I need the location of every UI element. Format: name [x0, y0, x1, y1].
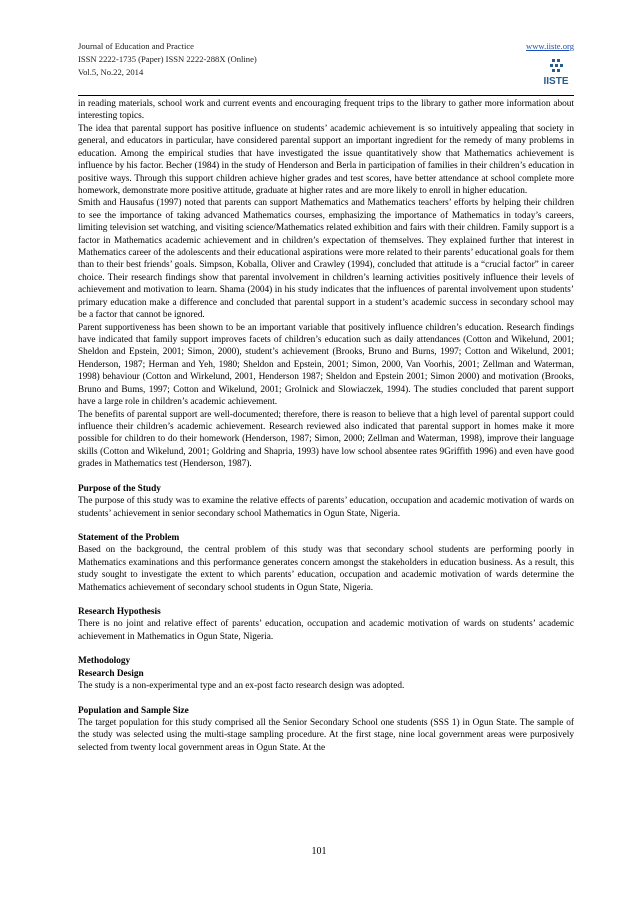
page-header	[78, 40, 574, 98]
paragraph-parental-support: The idea that parental support has positive influence on students’ academic achievement is so intuitively appealing that society in general, and educators in particular, have considered parental support an important ingredient for the remedy of many problems in education. Among the empirical studies that have investigated the issue quantitatively show that Mathematics achievement is influence by his factor. Becher (1984) in the study of Henderson and Berla in participation of families in their children’s education in positive ways. Through this support children achieve higher grades and test scores, have better attendance at school complete more homework, demonstrate more positive attitude, graduate at higher rates and are more likely to enroll in higher education.	[78, 123, 574, 196]
paragraph-benefits: The benefits of parental support are well-documented; therefore, there is reason to believe that a high level of parental support could influence their children’s academic achievement. Research reviewed also indicated that parental support in homes make it more possible for children to do their homework (Henderson, 1987; Simon, 2000; Zellman and Waterman, 1998), improve their language skills (Cotton and Wikelund, 2001; Goldring and Shapria, 1993) have low school absentee rates 9Griffith 1996) and even have good grades in Mathematics test (Henderson, 1987).	[78, 409, 574, 470]
journal-name: Journal of Education and Practice	[78, 41, 194, 51]
heading-problem: Statement of the Problem	[78, 532, 180, 543]
paragraph-hypothesis: There is no joint and relative effect of parents’ education, occupation and academic motivation of wards on students’ academic achievement in Mathematics in Ogun State, Nigeria.	[78, 619, 574, 642]
header-divider	[78, 95, 574, 96]
heading-hypothesis: Research Hypothesis	[78, 607, 161, 618]
logo-text: IISTE	[543, 76, 569, 87]
heading-purpose: Purpose of the Study	[78, 483, 161, 494]
paragraph-population: The target population for this study comprised all the Senior Secondary School one students (SSS 1) in Ogun State. The sample of the study was selected using the multi-stage sampling procedure. At the first stage, nine local government areas were purposively selected from twenty local government areas in Ogun State. At the	[78, 717, 574, 753]
volume-line: Vol.5, No.22, 2014	[78, 67, 144, 77]
paragraph-problem: Based on the background, the central problem of this study was that secondary school students are performing poorly in Mathematics examinations and this performance generates concern amongst the stakeholders in education business. As a result, this study sought to investigate the extent to which parents’ education, occupation and academic motivation of wards determine the Mathematics achievement of secondary school students in Ogun State, Nigeria.	[78, 545, 574, 593]
page-number: 101	[311, 846, 327, 857]
article-body	[78, 98, 574, 754]
heading-methodology: Methodology	[78, 656, 131, 667]
paragraph-purpose: The purpose of this study was to examine the relative effects of parents’ education, occupation and academic motivation of wards on students’ achievement in senior secondary school Mathematics in Ogun State, Nigeria.	[78, 496, 574, 519]
paragraph-smith-hausafus: Smith and Hausafus (1997) noted that parents can support Mathematics and Mathematics teachers’ efforts by helping their children to see the importance of taking advanced Mathematics courses, emphasizing the importance of Mathematics in today’s careers, limiting television set watching, and visiting science/Mathematics related exhibition and fairs with their children. Family support is a factor in Mathematics academic achievement and in children’s expectation of themselves. They explained further that interest in Mathematics career of the adolescents and their educational aspirations were more related to their parents’ educational goals for them than to their best friends’ goals. Simpson, Koballa, Oliver and Crawley (1994), concluded that attitude is a “crucial factor” in career choice. Their research findings show that parental involvement in children’s learning activities positively influence their levels of achievement and motivation to learn. Shama (2004) in his study indicates that the influences of parental involvement upon students’ primary education make a difference and concluded that parental support in a student’s academic success in secondary school may be a factor that cannot be ignored.	[78, 198, 574, 321]
iiste-logo-icon	[538, 57, 574, 87]
paragraph-parent-supportiveness: Parent supportiveness has been shown to be an important variable that positively influence children’s education. Research findings have indicated that family support improves facets of children’s education such as daily attendances (Cotton and Wikelund, 2001; Sheldon and Epstein, 2001; Simon, 2000), student’s achievement (Brooks, Bruno and Burns, 1997; Cotton and Wikelund, 2001; Henderson, 1987; Herman and Yeh, 1980; Sheldon and Epstein, 2001; Simon, 2000, Van Voorhis, 2001; Zellman and Waterman, 1998) behaviour (Cotton and Wirkelund, 2001, Henderson 1987; Sheldon and Epstein 2001; Simon 2000) and motivation (Brooks, Bruno and Bums, 1997; Cotton and Wikelund, 2001; Grolnick and Slowiaczek, 1994). The studies concluded that parent support have a large role in children’s academic achievement.	[78, 322, 574, 408]
paragraph-research-design: The study is a non-experimental type and an ex-post facto research design was adopted.	[78, 681, 405, 692]
paragraph-reading-materials: in reading materials, school work and current events and encouraging frequent trips to the library to gather more information about interesting topics.	[78, 99, 574, 122]
issn-line: ISSN 2222-1735 (Paper) ISSN 2222-288X (Online)	[78, 54, 257, 64]
heading-population: Population and Sample Size	[78, 705, 189, 716]
heading-research-design: Research Design	[78, 668, 144, 679]
journal-url-link[interactable]: www.iiste.org	[526, 41, 574, 51]
